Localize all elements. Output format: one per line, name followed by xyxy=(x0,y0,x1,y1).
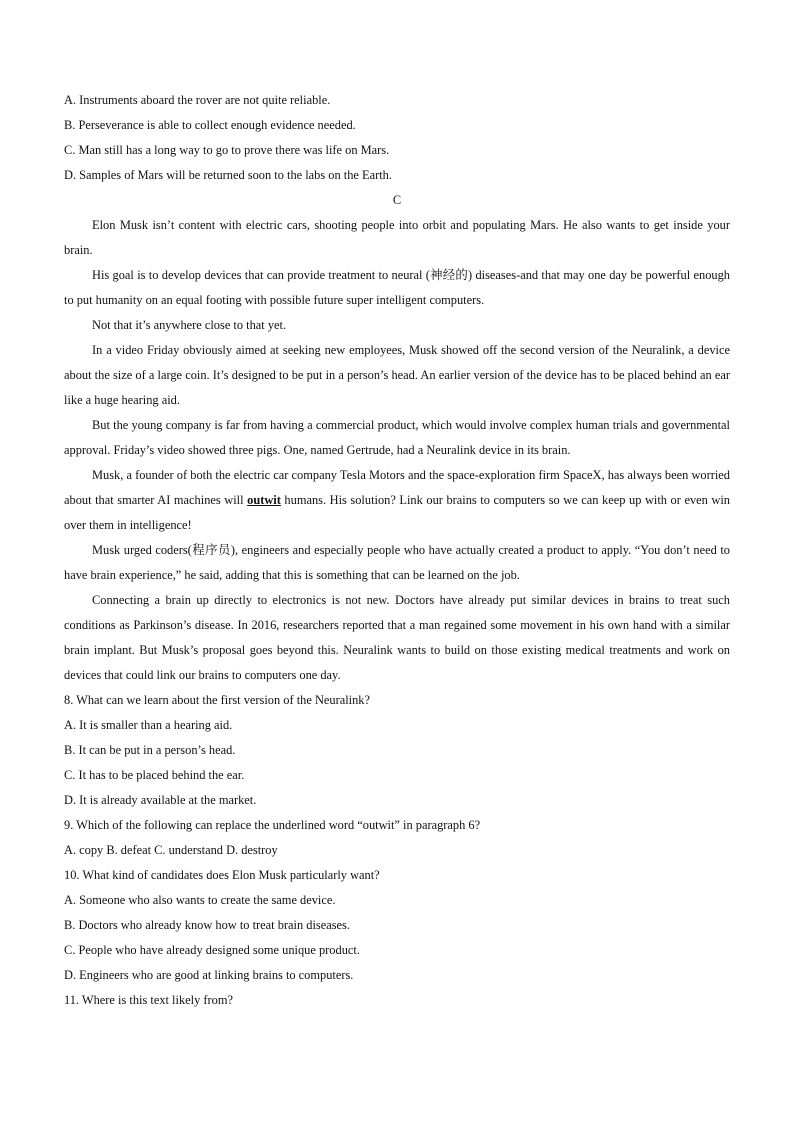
paragraph-8: Connecting a brain up directly to electronics is not new. Doctors have already put similar devices in brains to treat such conditions as Parkinson’s disease. In 2016, researchers reported that a man regained some movement in his own hand with a similar brain implant. But Musk’s proposal goes beyond this. Neuralink wants to build on those existing medical treatments and work on devices that could link our brains to computers one day. xyxy=(64,593,730,682)
question-11-stem: 11. Where is this text likely from? xyxy=(64,993,233,1007)
option-d: D. Samples of Mars will be returned soon to the labs on the Earth. xyxy=(64,168,392,182)
question-8-option-a: A. It is smaller than a hearing aid. xyxy=(64,718,233,732)
question-10-option-a: A. Someone who also wants to create the same device. xyxy=(64,893,336,907)
question-8-option-b: B. It can be put in a person’s head. xyxy=(64,743,236,757)
paragraph-4: In a video Friday obviously aimed at seeking new employees, Musk showed off the second version of the Neuralink, a device about the size of a large coin. It’s designed to be put in a person’s head. An earlier version of the device has to be placed behind an ear like a huge hearing aid. xyxy=(64,343,730,407)
paragraph-1: Elon Musk isn’t content with electric cars, shooting people into orbit and populating Mars. He also wants to get inside your brain. xyxy=(64,218,730,257)
option-a: A. Instruments aboard the rover are not quite reliable. xyxy=(64,93,331,107)
paragraph-6 xyxy=(64,463,730,538)
paragraph-5: But the young company is far from having a commercial product, which would involve complex human trials and governmental approval. Friday’s video showed three pigs. One, named Gertrude, had a Neuralink device in its brain. xyxy=(64,418,730,457)
underlined-word: outwit xyxy=(247,493,281,507)
question-9-options: A. copy B. defeat C. understand D. destroy xyxy=(64,843,278,857)
question-10-option-c: C. People who have already designed some unique product. xyxy=(64,943,360,957)
question-8-option-d: D. It is already available at the market. xyxy=(64,793,257,807)
section-label: C xyxy=(392,193,402,207)
question-8-stem: 8. What can we learn about the first version of the Neuralink? xyxy=(64,693,370,707)
question-10-option-d: D. Engineers who are good at linking brains to computers. xyxy=(64,968,354,982)
question-10-option-b: B. Doctors who already know how to treat brain diseases. xyxy=(64,918,350,932)
paragraph-3: Not that it’s anywhere close to that yet. xyxy=(92,318,287,332)
question-10-stem: 10. What kind of candidates does Elon Musk particularly want? xyxy=(64,868,380,882)
question-8-option-c: C. It has to be placed behind the ear. xyxy=(64,768,245,782)
question-9-stem: 9. Which of the following can replace the underlined word “outwit” in paragraph 6? xyxy=(64,818,481,832)
document-page xyxy=(64,88,730,1013)
paragraph-6-after: humans. His solution? Link our brains to computers so we can keep up with or even win over them in intelligence! xyxy=(64,493,730,532)
paragraph-6-before: Musk, a founder of both the electric car company Tesla Motors and the space-exploration firm SpaceX, has always been worried about that smarter AI machines will xyxy=(64,468,730,507)
paragraph-7: Musk urged coders(程序员), engineers and especially people who have actually created a product to apply. “You don’t need to have brain experience,” he said, adding that this is something that can be learned on the job. xyxy=(64,543,730,582)
option-b: B. Perseverance is able to collect enough evidence needed. xyxy=(64,118,356,132)
option-c: C. Man still has a long way to go to prove there was life on Mars. xyxy=(64,143,390,157)
paragraph-2: His goal is to develop devices that can provide treatment to neural (神经的) diseases-and that may one day be powerful enough to put humanity on an equal footing with possible future super intelligent computers. xyxy=(64,268,730,307)
